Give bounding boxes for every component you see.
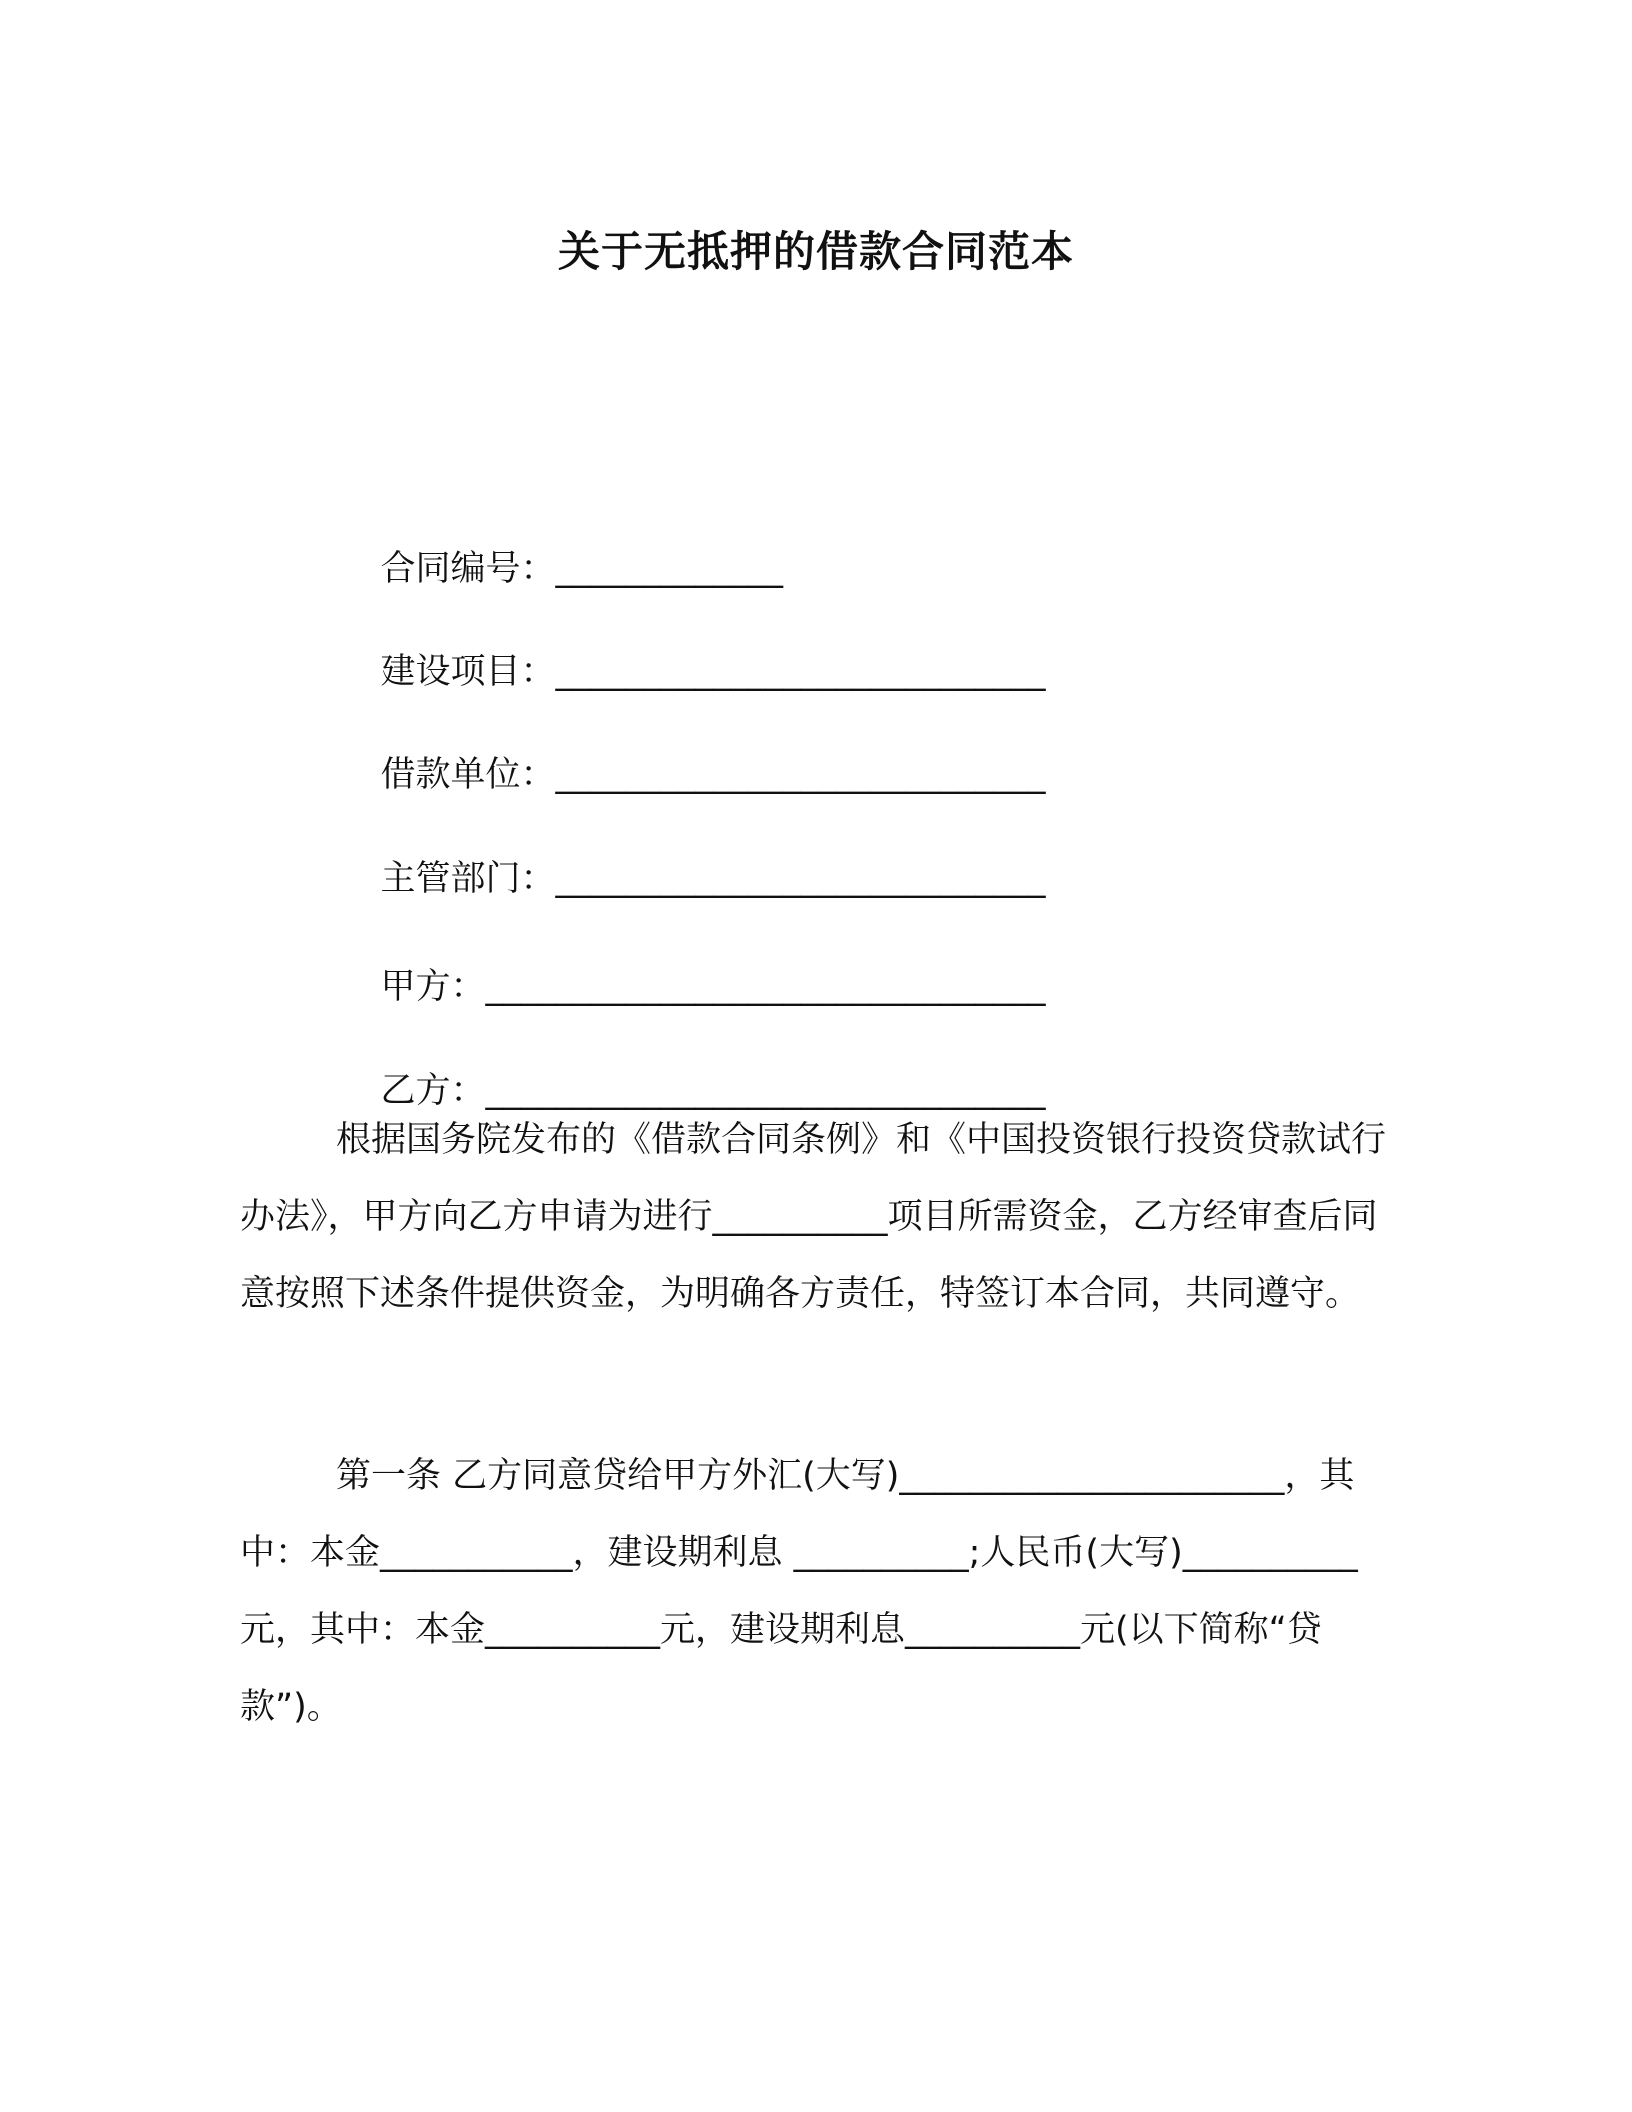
field-blank: ____________________________ <box>555 755 1046 795</box>
field-blank: ____________________________ <box>555 652 1046 692</box>
preamble-paragraph: 根据国务院发布的《借款合同条例》和《中国投资银行投资贷款试行办法》，甲方向乙方申请为进行__________项目所需资金，乙方经审查后同意按照下述条件提供资金，为明确各方责任，特签订本合同，共同遵守。 <box>240 1120 1387 1314</box>
field-blank: _____________ <box>555 549 784 589</box>
field-label: 主管部门： <box>380 859 556 899</box>
field-label: 乙方： <box>380 1071 486 1111</box>
field-blank: ____________________________ <box>555 859 1046 899</box>
field-blank: ________________________________ <box>485 1071 1046 1111</box>
field-blank: ________________________________ <box>485 967 1046 1007</box>
field-label: 合同编号： <box>380 549 556 589</box>
field-label: 甲方： <box>380 967 486 1007</box>
article-one-paragraph: 第一条 乙方同意贷给甲方外汇(大写)______________________，其中：本金___________，建设期利息 __________;人民币(大写)__________元，其中：本金__________元，建设期利息__________元(以下简称“贷款”)。 <box>240 1456 1358 1727</box>
field-label: 建设项目： <box>380 652 556 692</box>
field-label: 借款单位： <box>380 755 556 795</box>
document-title: 关于无抵押的借款合同范本 <box>557 227 1074 276</box>
